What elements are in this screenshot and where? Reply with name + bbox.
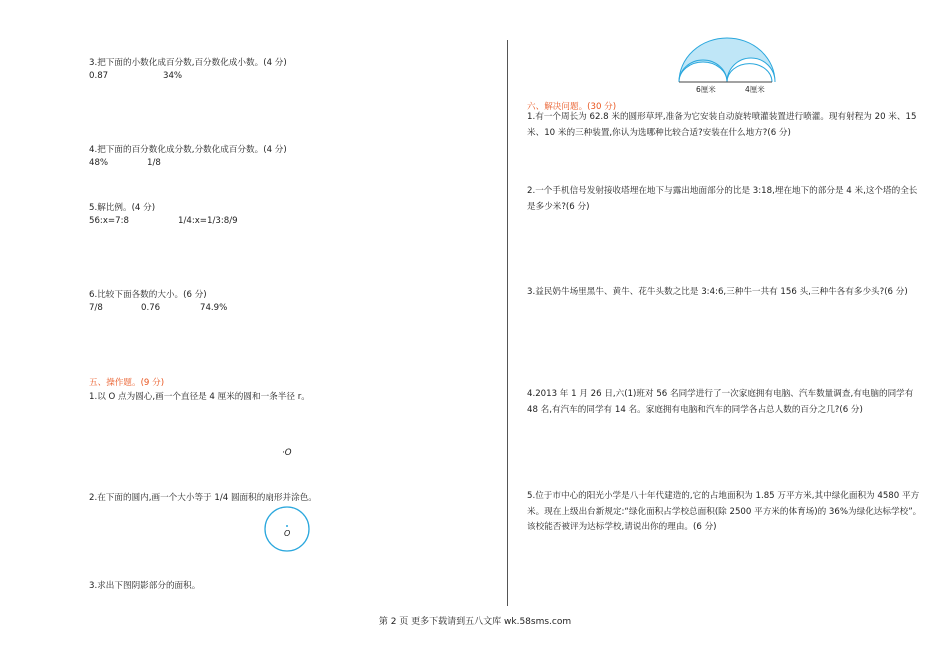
op2-center-dot [286, 525, 288, 527]
problem-1: 1.有一个周长为 62.8 米的圆形草坪,准备为它安装自动旋转喷灌装置进行喷灌。现有射程为 20 米、15 米、10 米的三种装置,你认为选哪种比较合适?安装在什么地方?(6 分) [527, 112, 917, 138]
op3-text: 3.求出下图阴影部分的面积。 [89, 581, 201, 591]
q6-item-2: 0.76 [141, 303, 161, 313]
column-divider [507, 40, 508, 606]
op2-text: 2.在下面的圆内,画一个大小等于 1/4 圆面积的扇形并涂色。 [89, 493, 317, 503]
op1-point-label: ·O [282, 448, 292, 458]
q4-item-1: 48% [89, 158, 109, 168]
q5-item-2: 1/4:x=1/3:8/9 [178, 216, 238, 226]
q6-title: 6.比较下面各数的大小。(6 分) [89, 290, 207, 300]
q3-item-1: 0.87 [89, 71, 109, 81]
q3-item-2: 34% [163, 71, 183, 81]
section5-heading: 五、操作题。(9 分) [89, 378, 165, 388]
op1-text: 1.以 O 点为圆心,画一个直径是 4 厘米的圆和一条半径 r。 [89, 392, 310, 402]
q6-item-1: 7/8 [89, 303, 103, 313]
small-arc-right [727, 64, 772, 82]
section6-heading: 六、解决问题。(30 分) [527, 102, 617, 112]
shaded-region [679, 38, 775, 82]
problem-4: 4.2013 年 1 月 26 日,六(1)班对 56 名同学进行了一次家庭拥有电脑、汽车数量调查,有电脑的同学有 48 名,有汽车的同学有 14 名。家庭拥有电脑和汽车的同学各占总人数的百分之几?(6 分) [527, 389, 914, 415]
op2-center-label: O [284, 529, 291, 538]
q4-item-2: 1/8 [147, 158, 161, 168]
semicircle-figure [676, 36, 776, 86]
problem-5: 5.位于市中心的阳光小学是八十年代建造的,它的占地面积为 1.85 万平方米,其中绿化面积为 4580 平方米。现在上级出台新规定:“绿化面积占学校总面积(除 2500 平方米的体育场)的 36%为绿化达标学校”。该校能否被评为达标学校,请说出你的理由。(6 分) [527, 491, 922, 532]
q3-title: 3.把下面的小数化成百分数,百分数化成小数。(4 分) [89, 58, 287, 68]
q5-title: 5.解比例。(4 分) [89, 203, 156, 213]
q4-title: 4.把下面的百分数化成分数,分数化成百分数。(4 分) [89, 145, 287, 155]
page-footer: 第 2 页 更多下载请到五八文库 wk.58sms.com [378, 617, 572, 627]
problem-2: 2.一个手机信号发射接收塔埋在地下与露出地面部分的比是 3:18,埋在地下的部分是 4 米,这个塔的全长是多少米?(6 分) [527, 186, 918, 212]
q6-item-3: 74.9% [200, 303, 228, 313]
q5-item-1: 56:x=7:8 [89, 216, 129, 226]
problem-3: 3.益民奶牛场里黑牛、黄牛、花牛头数之比是 3:4:6,三种牛一共有 156 头,三种牛各有多少头?(6 分) [527, 287, 908, 297]
figure-label-big: 6厘米 [696, 85, 716, 94]
figure-label-small: 4厘米 [745, 85, 765, 94]
